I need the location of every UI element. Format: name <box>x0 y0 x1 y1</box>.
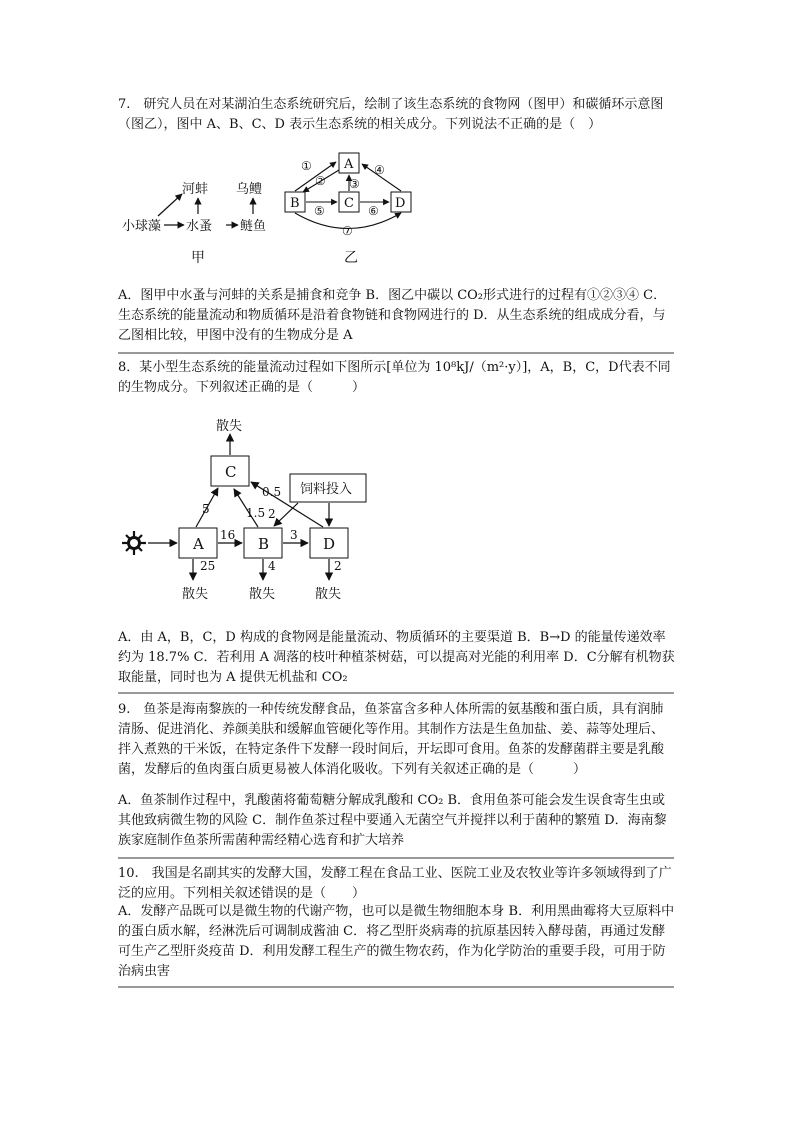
question-10-stem-text: 10. 我国是名副其实的发酵大国，发酵工程在食品工业、医院工业及农牧业等许多领域得到了广泛的应用。下列相关叙述错误的是（ ） <box>118 866 672 901</box>
question-8-options <box>118 628 676 688</box>
label-D: D <box>395 196 406 211</box>
value-D-C: 0.5 <box>262 485 282 499</box>
label-D: D <box>323 535 336 553</box>
arrow-xqz-hb <box>158 194 182 216</box>
question-7-figures <box>118 148 438 270</box>
node-lianyu: 鲢鱼 <box>240 219 267 234</box>
loss-A: 散失 <box>182 587 209 602</box>
node-shuizao: 水蚤 <box>186 219 213 234</box>
caption-jia: 甲 <box>191 250 205 266</box>
divider <box>118 352 674 354</box>
sun-icon <box>122 531 146 555</box>
food-web-diagram <box>122 181 266 266</box>
divider <box>118 986 674 988</box>
question-7-stem-text: 7. 研究人员在对某湖泊生态系统研究后，绘制了该生态系统的食物网（图甲）和碳循环示意图（图乙），图中 A、B、C、D 表示生态系统的相关成分。下列说法不正确的是（ ） <box>118 97 664 132</box>
feed-label: 饲料投入 <box>300 482 353 497</box>
arrow-feed-B <box>274 503 298 526</box>
node-wuli: 乌鳢 <box>236 182 263 197</box>
circle-2: ② <box>315 174 326 188</box>
divider <box>118 857 674 859</box>
question-10-options-text: A．发酵产品既可以是微生物的代谢产物，也可以是微生物细胞本身 B．利用黑曲霉将大豆原料中的蛋白质水解，经淋洗后可调制成酱油 C．将乙型肝炎病毒的抗原基因转入酵母菌，再通过发酵可生产乙型肝炎疫苗 D．利用发酵工程生产的微生物农药，作为化学防治的重要手段，可用于防治病虫害 <box>118 904 675 979</box>
question-8-stem-text: 8．某小型生态系统的能量流动过程如下图所示[单位为 10⁸kJ/（m²·y）]，A，B，C，D代表不同的生物成分。下列叙述正确的是（ ） <box>118 360 671 395</box>
loss-B: 散失 <box>249 587 276 602</box>
question-10-options <box>118 902 676 982</box>
value-A-B: 16 <box>220 528 236 542</box>
value-feed-B: 2 <box>268 507 276 521</box>
question-8-stem <box>118 358 676 398</box>
label-B: B <box>258 535 270 553</box>
divider <box>118 692 674 694</box>
carbon-cycle-diagram <box>285 153 411 266</box>
circle-4: ④ <box>374 163 385 177</box>
value-B-loss: 4 <box>268 559 276 573</box>
question-9-options <box>118 791 676 851</box>
value-B-C: 1.5 <box>246 506 266 520</box>
value-D-loss: 2 <box>334 559 342 573</box>
label-C: C <box>225 463 237 481</box>
label-B: B <box>290 196 300 211</box>
circle-1: ① <box>301 159 312 173</box>
question-9-stem <box>118 700 676 780</box>
question-8-options-text: A．由 A，B，C，D 构成的食物网是能量流动、物质循环的主要渠道 B．B→D 的能量传递效率约为 18.7% C．若利用 A 凋落的枝叶种植茶树菇，可以提高对光能的利用率 D．C分解有机物获取能量，同时也为 A 提供无机盐和 CO₂ <box>118 630 675 685</box>
energy-flow-diagram <box>118 410 378 606</box>
caption-yi: 乙 <box>344 250 358 266</box>
circle-7: ⑦ <box>342 224 353 238</box>
value-A-C: 5 <box>202 502 210 516</box>
question-7-options <box>118 286 676 346</box>
question-10-stem <box>118 864 676 904</box>
label-A: A <box>193 535 204 553</box>
node-hebang: 河蚌 <box>182 182 209 197</box>
value-B-D: 3 <box>290 528 298 542</box>
value-A-loss: 25 <box>200 559 216 573</box>
loss-C: 散失 <box>216 419 243 434</box>
node-xiaoqiuzao: 小球藻 <box>122 219 162 234</box>
circle-3: ③ <box>349 177 360 191</box>
loss-D: 散失 <box>315 587 342 602</box>
label-A: A <box>344 157 354 172</box>
label-C: C <box>344 196 354 211</box>
question-7-stem <box>118 95 676 135</box>
circle-5: ⑤ <box>314 204 325 218</box>
question-9-options-text: A．鱼茶制作过程中，乳酸菌将葡萄糖分解成乳酸和 CO₂ B．食用鱼茶可能会发生误食寄生虫或其他致病微生物的风险 C．制作鱼茶过程中要通入无菌空气并搅拌以利于菌种的繁殖 D．海南黎族家庭制作鱼茶所需菌种需经精心选育和扩大培养 <box>118 793 667 848</box>
question-9-stem-text: 9. 鱼茶是海南黎族的一种传统发酵食品，鱼茶富含多种人体所需的氨基酸和蛋白质，具有润肺清肠、促进消化、养颜美肤和缓解血管硬化等作用。其制作方法是生鱼加盐、姜、蒜等处理后、拌入煮熟的干米饭，在特定条件下发酵一段时间后，开坛即可食用。鱼茶的发酵菌群主要是乳酸菌，发酵后的鱼肉蛋白质更易被人体消化吸收。下列有关叙述正确的是（ ） <box>118 702 665 777</box>
question-7-options-text: A．图甲中水蚤与河蚌的关系是捕食和竞争 B．图乙中碳以 CO₂形式进行的过程有①②③④ C．生态系统的能量流动和物质循环是沿着食物链和食物网进行的 D．从生态系统的组成成分看，与乙图相比较，甲图中没有的生物成分是 A <box>118 288 667 343</box>
circle-6: ⑥ <box>368 204 379 218</box>
